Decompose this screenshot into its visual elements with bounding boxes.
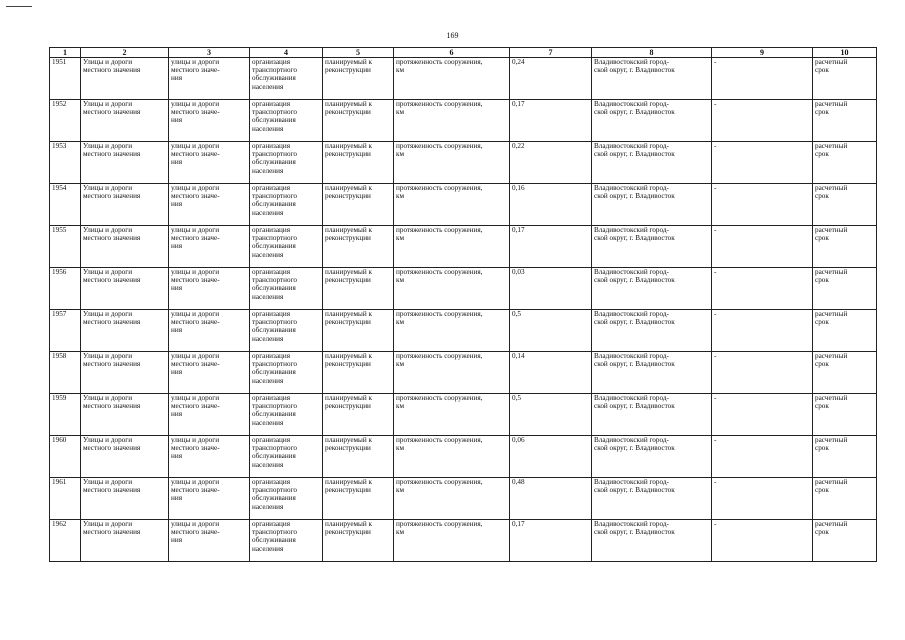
cell-protection-zone: -: [712, 436, 813, 478]
table-row: [50, 478, 877, 520]
cell-object-type: Улицы и дороги местного значения: [81, 352, 169, 394]
cell-location: Владивостокский город- ской округ, г. Владивосток: [592, 436, 712, 478]
cell-object-type: Улицы и дороги местного значения: [81, 226, 169, 268]
cell-value: 0,5: [510, 310, 592, 352]
cell-characteristic: протяженность сооружения, км: [394, 226, 510, 268]
table-body: [50, 58, 877, 562]
cell-protection-zone: -: [712, 478, 813, 520]
cell-location: Владивостокский город- ской округ, г. Владивосток: [592, 310, 712, 352]
cell-object-type: Улицы и дороги местного значения: [81, 394, 169, 436]
cell-value: 0,06: [510, 436, 592, 478]
table-row: [50, 520, 877, 562]
cell-protection-zone: -: [712, 58, 813, 100]
cell-status: планируемый к реконструкции: [323, 310, 394, 352]
cell-value: 0,17: [510, 226, 592, 268]
cell-object-kind: улицы и дороги местного значе- ния: [169, 394, 250, 436]
column-header-7: 7: [510, 48, 592, 58]
cell-term: расчетный срок: [813, 100, 877, 142]
cell-location: Владивостокский город- ской округ, г. Владивосток: [592, 100, 712, 142]
cell-characteristic: протяженность сооружения, км: [394, 268, 510, 310]
cell-location: Владивостокский город- ской округ, г. Владивосток: [592, 142, 712, 184]
cell-location: Владивостокский город- ской округ, г. Владивосток: [592, 226, 712, 268]
cell-location: Владивостокский город- ской округ, г. Владивосток: [592, 478, 712, 520]
cell-value: 0,48: [510, 478, 592, 520]
cell-row-number: 1955: [50, 226, 81, 268]
cell-row-number: 1952: [50, 100, 81, 142]
cell-row-number: 1959: [50, 394, 81, 436]
cell-status: планируемый к реконструкции: [323, 478, 394, 520]
cell-row-number: 1962: [50, 520, 81, 562]
table-row: [50, 184, 877, 226]
cell-object-kind: улицы и дороги местного значе- ния: [169, 58, 250, 100]
cell-purpose: организация транспортного обслуживания населения: [250, 394, 323, 436]
cell-characteristic: протяженность сооружения, км: [394, 520, 510, 562]
cell-value: 0,22: [510, 142, 592, 184]
cell-characteristic: протяженность сооружения, км: [394, 100, 510, 142]
cell-characteristic: протяженность сооружения, км: [394, 310, 510, 352]
cell-term: расчетный срок: [813, 310, 877, 352]
cell-object-type: Улицы и дороги местного значения: [81, 142, 169, 184]
cell-object-kind: улицы и дороги местного значе- ния: [169, 100, 250, 142]
cell-term: расчетный срок: [813, 58, 877, 100]
cell-value: 0,17: [510, 100, 592, 142]
cell-status: планируемый к реконструкции: [323, 520, 394, 562]
cell-status: планируемый к реконструкции: [323, 226, 394, 268]
column-header-4: 4: [250, 48, 323, 58]
table-row: [50, 310, 877, 352]
cell-purpose: организация транспортного обслуживания населения: [250, 100, 323, 142]
cell-value: 0,16: [510, 184, 592, 226]
cell-location: Владивостокский город- ской округ, г. Владивосток: [592, 520, 712, 562]
cell-location: Владивостокский город- ской округ, г. Владивосток: [592, 268, 712, 310]
cell-object-kind: улицы и дороги местного значе- ния: [169, 478, 250, 520]
cell-location: Владивостокский город- ской округ, г. Владивосток: [592, 58, 712, 100]
cell-characteristic: протяженность сооружения, км: [394, 436, 510, 478]
table-row: [50, 268, 877, 310]
cell-value: 0,5: [510, 394, 592, 436]
cell-protection-zone: -: [712, 352, 813, 394]
column-header-9: 9: [712, 48, 813, 58]
cell-purpose: организация транспортного обслуживания населения: [250, 310, 323, 352]
cell-location: Владивостокский город- ской округ, г. Владивосток: [592, 184, 712, 226]
cell-protection-zone: -: [712, 142, 813, 184]
cell-object-type: Улицы и дороги местного значения: [81, 268, 169, 310]
cell-object-type: Улицы и дороги местного значения: [81, 520, 169, 562]
table-row: [50, 142, 877, 184]
cell-status: планируемый к реконструкции: [323, 58, 394, 100]
cell-purpose: организация транспортного обслуживания населения: [250, 58, 323, 100]
cell-purpose: организация транспортного обслуживания населения: [250, 268, 323, 310]
cell-term: расчетный срок: [813, 268, 877, 310]
cell-object-type: Улицы и дороги местного значения: [81, 478, 169, 520]
cell-object-kind: улицы и дороги местного значе- ния: [169, 142, 250, 184]
cell-characteristic: протяженность сооружения, км: [394, 58, 510, 100]
cell-characteristic: протяженность сооружения, км: [394, 142, 510, 184]
cell-status: планируемый к реконструкции: [323, 184, 394, 226]
page-number: 169: [446, 31, 459, 40]
cell-row-number: 1954: [50, 184, 81, 226]
cell-term: расчетный срок: [813, 394, 877, 436]
cell-term: расчетный срок: [813, 436, 877, 478]
cell-status: планируемый к реконструкции: [323, 268, 394, 310]
table-header: [50, 48, 877, 58]
cell-row-number: 1961: [50, 478, 81, 520]
cell-purpose: организация транспортного обслуживания населения: [250, 478, 323, 520]
cell-protection-zone: -: [712, 226, 813, 268]
cell-object-kind: улицы и дороги местного значе- ния: [169, 352, 250, 394]
cell-row-number: 1960: [50, 436, 81, 478]
cell-protection-zone: -: [712, 184, 813, 226]
column-header-2: 2: [81, 48, 169, 58]
cell-purpose: организация транспортного обслуживания населения: [250, 142, 323, 184]
cell-object-type: Улицы и дороги местного значения: [81, 436, 169, 478]
cell-status: планируемый к реконструкции: [323, 352, 394, 394]
header-row: [50, 48, 877, 58]
cell-term: расчетный срок: [813, 142, 877, 184]
table-row: [50, 100, 877, 142]
cell-term: расчетный срок: [813, 520, 877, 562]
table-row: [50, 394, 877, 436]
cell-protection-zone: -: [712, 520, 813, 562]
cell-row-number: 1951: [50, 58, 81, 100]
column-header-8: 8: [592, 48, 712, 58]
cell-row-number: 1953: [50, 142, 81, 184]
cell-value: 0,03: [510, 268, 592, 310]
column-header-10: 10: [813, 48, 877, 58]
cell-value: 0,24: [510, 58, 592, 100]
cell-term: расчетный срок: [813, 478, 877, 520]
cell-object-kind: улицы и дороги местного значе- ния: [169, 520, 250, 562]
table-row: [50, 436, 877, 478]
cell-row-number: 1958: [50, 352, 81, 394]
column-header-6: 6: [394, 48, 510, 58]
cell-status: планируемый к реконструкции: [323, 394, 394, 436]
cell-term: расчетный срок: [813, 184, 877, 226]
column-header-1: 1: [50, 48, 81, 58]
cell-characteristic: протяженность сооружения, км: [394, 478, 510, 520]
cell-characteristic: протяженность сооружения, км: [394, 352, 510, 394]
cell-object-kind: улицы и дороги местного значе- ния: [169, 226, 250, 268]
cell-status: планируемый к реконструкции: [323, 100, 394, 142]
cell-location: Владивостокский город- ской округ, г. Владивосток: [592, 352, 712, 394]
registry-table: [49, 47, 877, 562]
cell-location: Владивостокский город- ской округ, г. Владивосток: [592, 394, 712, 436]
cell-object-kind: улицы и дороги местного значе- ния: [169, 436, 250, 478]
cell-value: 0,17: [510, 520, 592, 562]
column-header-5: 5: [323, 48, 394, 58]
cell-value: 0,14: [510, 352, 592, 394]
column-header-3: 3: [169, 48, 250, 58]
cell-characteristic: протяженность сооружения, км: [394, 184, 510, 226]
cell-object-type: Улицы и дороги местного значения: [81, 310, 169, 352]
cell-protection-zone: -: [712, 394, 813, 436]
cell-protection-zone: -: [712, 310, 813, 352]
cell-status: планируемый к реконструкции: [323, 436, 394, 478]
cell-purpose: организация транспортного обслуживания населения: [250, 184, 323, 226]
table-row: [50, 352, 877, 394]
cell-object-type: Улицы и дороги местного значения: [81, 58, 169, 100]
cell-purpose: организация транспортного обслуживания населения: [250, 352, 323, 394]
cell-object-type: Улицы и дороги местного значения: [81, 100, 169, 142]
cell-characteristic: протяженность сооружения, км: [394, 394, 510, 436]
cell-object-kind: улицы и дороги местного значе- ния: [169, 184, 250, 226]
cell-status: планируемый к реконструкции: [323, 142, 394, 184]
cell-object-kind: улицы и дороги местного значе- ния: [169, 268, 250, 310]
corner-mark: [6, 6, 32, 7]
cell-object-type: Улицы и дороги местного значения: [81, 184, 169, 226]
cell-term: расчетный срок: [813, 352, 877, 394]
cell-protection-zone: -: [712, 268, 813, 310]
cell-row-number: 1956: [50, 268, 81, 310]
cell-term: расчетный срок: [813, 226, 877, 268]
cell-purpose: организация транспортного обслуживания населения: [250, 520, 323, 562]
table-row: [50, 58, 877, 100]
cell-row-number: 1957: [50, 310, 81, 352]
cell-object-kind: улицы и дороги местного значе- ния: [169, 310, 250, 352]
cell-purpose: организация транспортного обслуживания населения: [250, 436, 323, 478]
cell-purpose: организация транспортного обслуживания населения: [250, 226, 323, 268]
table-row: [50, 226, 877, 268]
cell-protection-zone: -: [712, 100, 813, 142]
